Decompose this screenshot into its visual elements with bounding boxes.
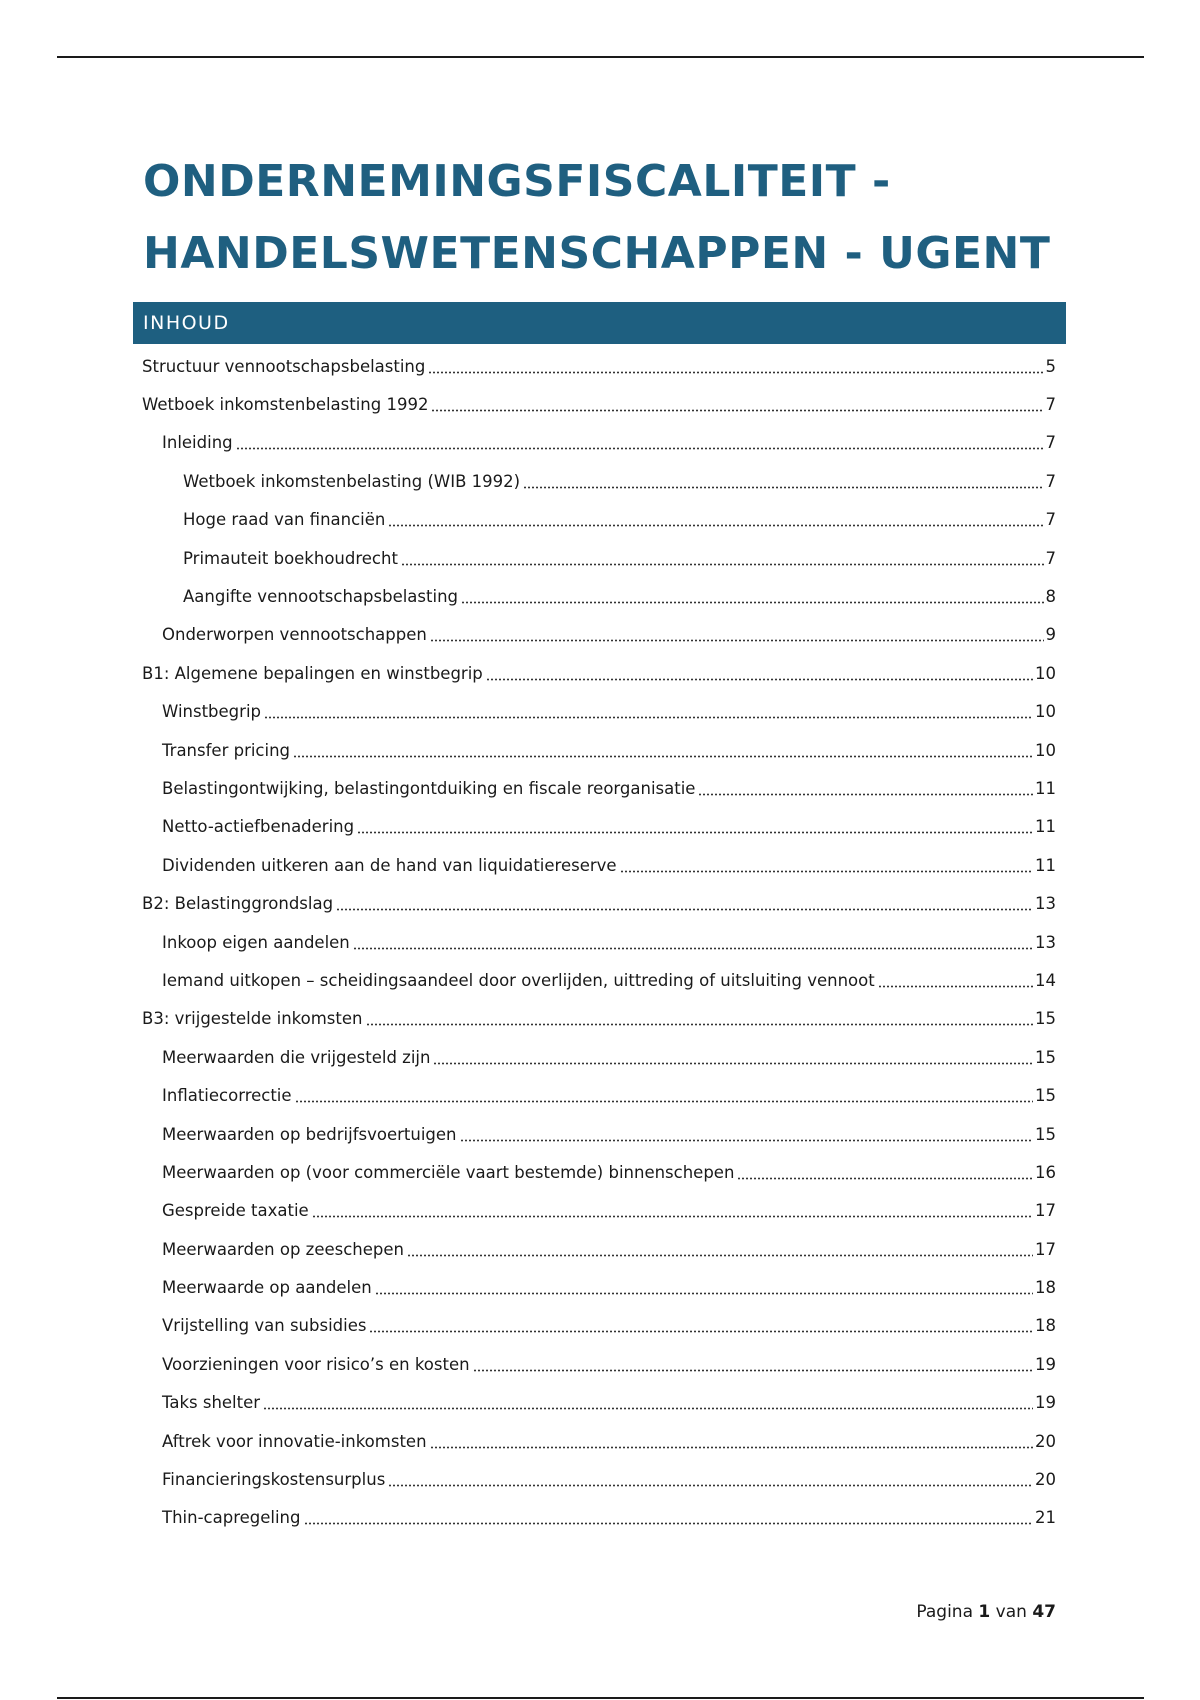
toc-entry[interactable] [142, 1076, 1056, 1114]
toc-entry-page: 20 [1035, 1431, 1056, 1451]
toc-entry[interactable] [142, 1384, 1056, 1422]
toc-entry-label: Financieringskostensurplus [162, 1470, 386, 1490]
toc-leader-dots [388, 524, 1043, 527]
toc-entry[interactable] [142, 1000, 1056, 1038]
toc-entry-label: Inleiding [162, 433, 233, 453]
toc-entry[interactable] [142, 923, 1056, 961]
toc-entry[interactable] [142, 731, 1056, 769]
toc-entry-page: 11 [1035, 778, 1056, 798]
toc-leader-dots [428, 371, 1043, 374]
toc-entry[interactable] [142, 1038, 1056, 1076]
toc-entry-label: Iemand uitkopen – scheidingsaandeel door overlijden, uittreding of uitsluiting vennoot [162, 970, 875, 990]
toc-entry-label: B1: Algemene bepalingen en winstbegrip [142, 663, 483, 683]
toc-entry[interactable] [142, 808, 1056, 846]
toc-entry[interactable] [142, 385, 1056, 423]
toc-entry-label: Aftrek voor innovatie-inkomsten [162, 1431, 427, 1451]
toc-entry-page: 7 [1045, 548, 1056, 568]
toc-entry-page: 11 [1035, 817, 1056, 837]
page-title [143, 146, 1093, 290]
toc-entry-label: Vrijstelling van subsidies [162, 1316, 367, 1336]
toc-entry-page: 20 [1035, 1470, 1056, 1490]
toc-entry[interactable] [142, 501, 1056, 539]
footer-middle: van [995, 1602, 1027, 1622]
toc-entry[interactable] [142, 1499, 1056, 1537]
toc-leader-dots [357, 831, 1033, 834]
toc-entry[interactable] [142, 616, 1056, 654]
toc-heading-label: INHOUD [143, 312, 230, 334]
toc-entry-label: Thin-capregeling [162, 1508, 301, 1528]
toc-entry-page: 15 [1035, 1009, 1056, 1029]
toc-entry-label: Dividenden uitkeren aan de hand van liquidatiereserve [162, 855, 617, 875]
toc-entry-label: Belastingontwijking, belastingontduiking en fiscale reorganisatie [162, 778, 696, 798]
toc-leader-dots [375, 1292, 1033, 1295]
toc-leader-dots [461, 601, 1044, 604]
toc-entry-page: 18 [1035, 1278, 1056, 1298]
toc-leader-dots [304, 1522, 1034, 1525]
toc-entry-label: Netto-actiefbenadering [162, 817, 355, 837]
toc-entry[interactable] [142, 424, 1056, 462]
toc-leader-dots [407, 1254, 1033, 1257]
toc-entry-label: Wetboek inkomstenbelasting 1992 [142, 395, 429, 415]
toc-entry[interactable] [142, 846, 1056, 884]
toc-leader-dots [431, 409, 1043, 412]
toc-leader-dots [336, 908, 1033, 911]
toc-entry-label: Winstbegrip [162, 702, 261, 722]
footer-total-pages: 47 [1032, 1602, 1056, 1622]
toc-leader-dots [353, 947, 1033, 950]
toc-entry[interactable] [142, 1153, 1056, 1191]
toc-entry[interactable] [142, 1192, 1056, 1230]
toc-entry-label: Structuur vennootschapsbelasting [142, 356, 426, 376]
toc-entry-page: 5 [1045, 356, 1056, 376]
toc-entry[interactable] [142, 1307, 1056, 1345]
footer-prefix: Pagina [916, 1602, 973, 1622]
toc-entry-page: 15 [1035, 1086, 1056, 1106]
toc-leader-dots [523, 486, 1043, 489]
toc-entry-page: 18 [1035, 1316, 1056, 1336]
table-of-contents [142, 347, 1056, 1537]
toc-leader-dots [369, 1330, 1033, 1333]
toc-entry[interactable] [142, 347, 1056, 385]
toc-entry-label: Taks shelter [162, 1393, 261, 1413]
toc-leader-dots [366, 1023, 1034, 1026]
toc-entry[interactable] [142, 884, 1056, 922]
toc-entry-page: 10 [1035, 740, 1056, 760]
toc-entry-label: Meerwaarden die vrijgesteld zijn [162, 1047, 431, 1067]
toc-entry-page: 15 [1035, 1047, 1056, 1067]
toc-entry[interactable] [142, 654, 1056, 692]
toc-entry-label: B2: Belastinggrondslag [142, 894, 334, 914]
toc-entry-page: 7 [1045, 471, 1056, 491]
toc-leader-dots [473, 1369, 1033, 1372]
toc-entry-page: 7 [1045, 433, 1056, 453]
toc-leader-dots [486, 678, 1033, 681]
toc-entry-label: Meerwaarden op zeeschepen [162, 1239, 404, 1259]
toc-entry-page: 11 [1035, 855, 1056, 875]
title-line-2: HANDELSWETENSCHAPPEN - UGENT [143, 228, 1051, 279]
title-line-1: ONDERNEMINGSFISCALITEIT - [143, 156, 891, 207]
toc-entry[interactable] [142, 1460, 1056, 1498]
toc-entry[interactable] [142, 577, 1056, 615]
toc-leader-dots [312, 1215, 1033, 1218]
bottom-rule [57, 1697, 1144, 1699]
toc-leader-dots [737, 1177, 1033, 1180]
toc-entry-page: 19 [1035, 1393, 1056, 1413]
toc-leader-dots [264, 716, 1033, 719]
toc-entry-label: Primauteit boekhoudrecht [183, 548, 398, 568]
toc-entry-label: Inkoop eigen aandelen [162, 932, 350, 952]
toc-leader-dots [236, 447, 1044, 450]
toc-entry-label: Meerwaarden op (voor commerciële vaart bestemde) binnenschepen [162, 1162, 735, 1182]
toc-entry[interactable] [142, 769, 1056, 807]
toc-leader-dots [263, 1407, 1033, 1410]
toc-entry-label: Meerwaarden op bedrijfsvoertuigen [162, 1124, 457, 1144]
toc-entry-label: Aangifte vennootschapsbelasting [183, 587, 458, 607]
toc-entry-label: B3: vrijgestelde inkomsten [142, 1009, 363, 1029]
footer-current-page: 1 [978, 1602, 991, 1622]
toc-leader-dots [401, 563, 1044, 566]
toc-entry[interactable] [142, 539, 1056, 577]
top-rule [57, 56, 1144, 58]
toc-entry-label: Onderworpen vennootschappen [162, 625, 427, 645]
toc-entry-label: Transfer pricing [162, 740, 291, 760]
toc-entry-page: 17 [1035, 1239, 1056, 1259]
toc-entry[interactable] [142, 1230, 1056, 1268]
toc-entry-page: 13 [1035, 894, 1056, 914]
toc-entry[interactable] [142, 1115, 1056, 1153]
toc-entry-page: 8 [1045, 587, 1056, 607]
toc-entry[interactable] [142, 693, 1056, 731]
toc-entry-page: 14 [1035, 970, 1056, 990]
toc-entry-label: Gespreide taxatie [162, 1201, 309, 1221]
toc-entry[interactable] [142, 1345, 1056, 1383]
toc-leader-dots [293, 755, 1033, 758]
toc-entry-label: Hoge raad van financiën [183, 510, 386, 530]
toc-entry-page: 13 [1035, 932, 1056, 952]
toc-leader-dots [388, 1484, 1033, 1487]
toc-entry-label: Meerwaarde op aandelen [162, 1278, 372, 1298]
toc-entry[interactable] [142, 961, 1056, 999]
toc-leader-dots [698, 793, 1033, 796]
toc-entry[interactable] [142, 1268, 1056, 1306]
toc-entry-page: 10 [1035, 663, 1056, 683]
toc-entry-page: 17 [1035, 1201, 1056, 1221]
toc-entry-label: Inflatiecorrectie [162, 1086, 292, 1106]
toc-entry-page: 7 [1045, 395, 1056, 415]
toc-entry-page: 9 [1045, 625, 1056, 645]
toc-leader-dots [433, 1062, 1033, 1065]
toc-entry[interactable] [142, 1422, 1056, 1460]
page-number-footer [916, 1602, 1056, 1622]
toc-entry-page: 10 [1035, 702, 1056, 722]
toc-leader-dots [295, 1100, 1033, 1103]
toc-entry-page: 21 [1035, 1508, 1056, 1528]
toc-leader-dots [430, 639, 1044, 642]
toc-leader-dots [878, 985, 1033, 988]
toc-leader-dots [430, 1446, 1033, 1449]
toc-entry[interactable] [142, 462, 1056, 500]
toc-heading [133, 302, 1066, 344]
toc-leader-dots [620, 870, 1033, 873]
toc-entry-label: Voorzieningen voor risico’s en kosten [162, 1354, 470, 1374]
toc-entry-page: 15 [1035, 1124, 1056, 1144]
toc-entry-page: 16 [1035, 1162, 1056, 1182]
toc-entry-page: 7 [1045, 510, 1056, 530]
toc-entry-page: 19 [1035, 1354, 1056, 1374]
toc-leader-dots [460, 1139, 1033, 1142]
toc-entry-label: Wetboek inkomstenbelasting (WIB 1992) [183, 471, 521, 491]
